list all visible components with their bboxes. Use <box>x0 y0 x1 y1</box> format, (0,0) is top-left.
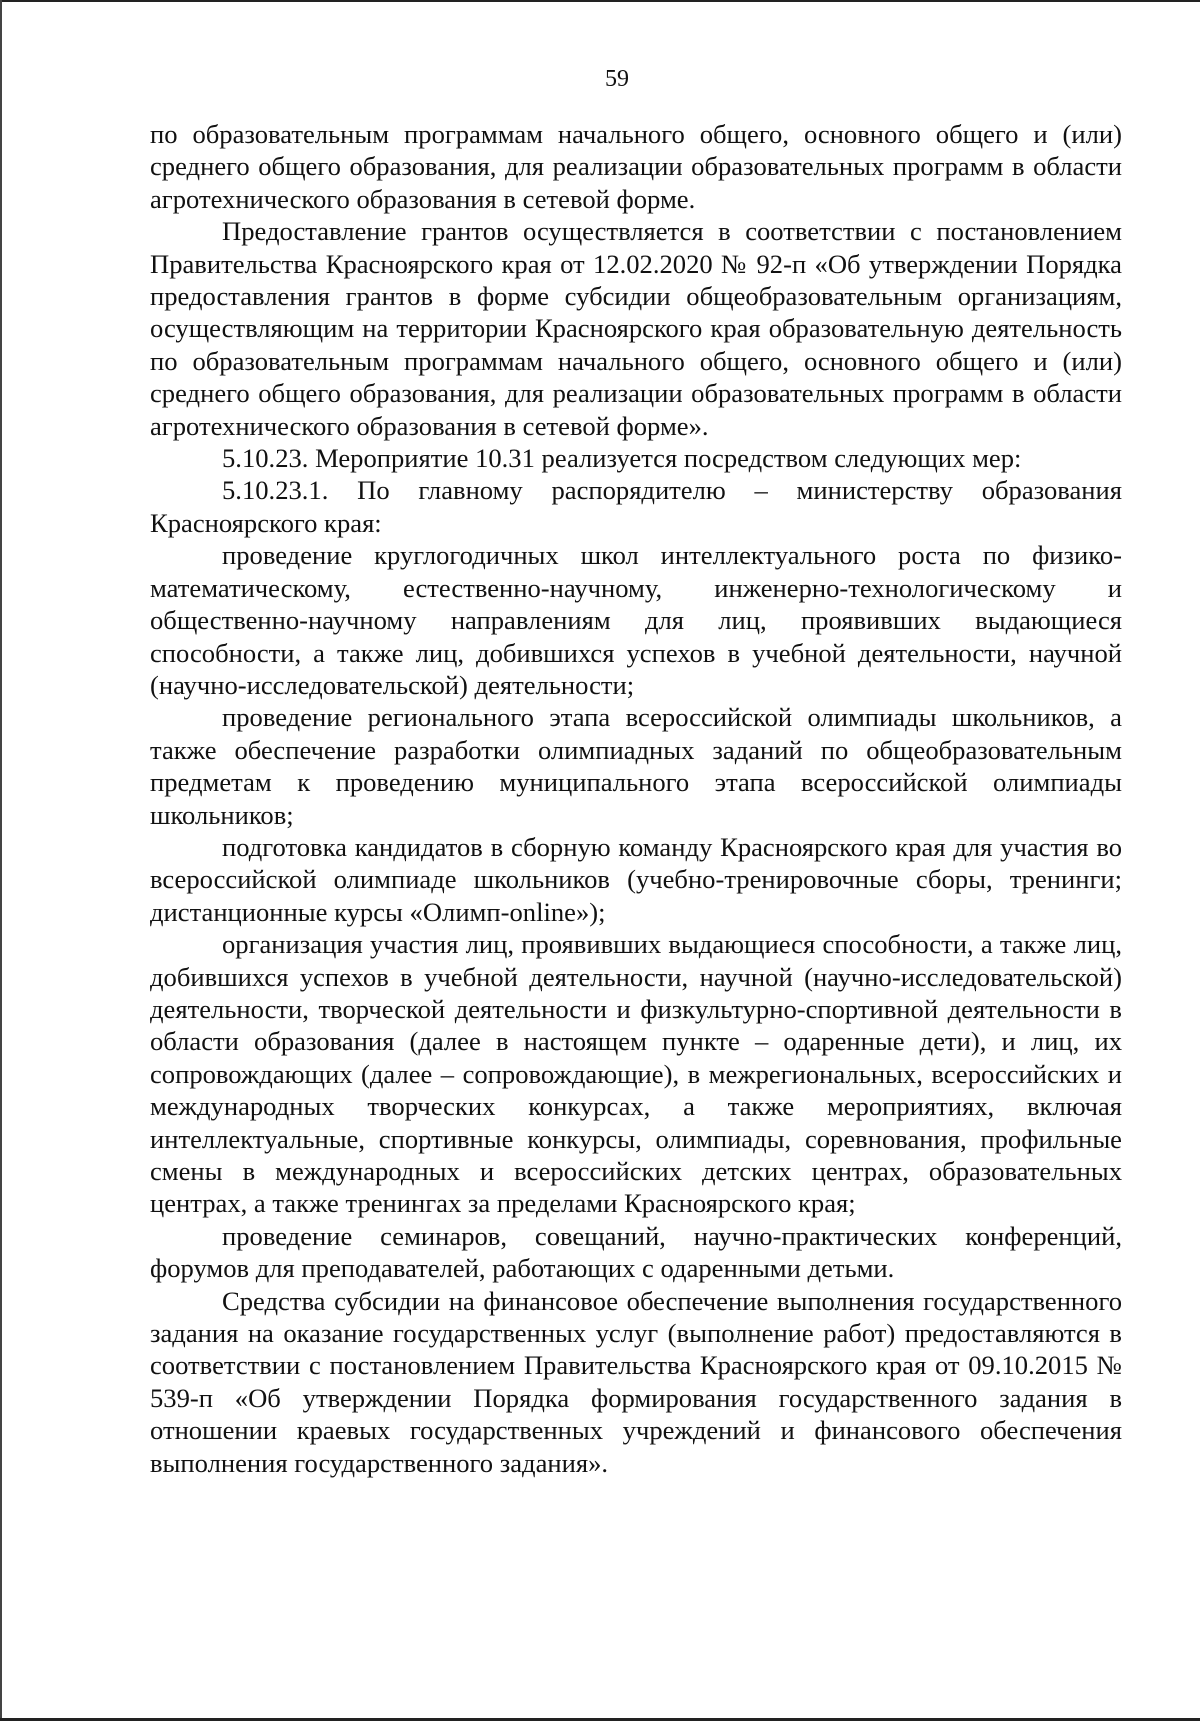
list-item-olympiad: проведение регионального этапа всероссийской олимпиады школьников, а также обеспечение разработки олимпиадных заданий по общеобразовательным предметам к проведению муниципального этапа всероссийской олимпиады школьников; <box>150 702 1122 830</box>
paragraph-measure-10-31: 5.10.23. Мероприятие 10.31 реализуется посредством следующих мер: <box>222 443 1022 474</box>
document-body <box>150 118 1122 1479</box>
paragraph-subsidy-funds: Средства субсидии на финансовое обеспечение выполнения государственного задания на оказание государственных услуг (выполнение работ) предоставляются в соответствии с постановлением Правительства Красноярского края от 09.10.2015 № 539-п «Об утверждении Порядка формирования государственного задания в отношении краевых государственных учреждений и финансового обеспечения выполнения государственного задания». <box>150 1285 1122 1478</box>
list-item-schools: проведение круглогодичных школ интеллектуального роста по физико-математическому, естественно-научному, инженерно-технологическому и общественно-научному направлениям для лиц, проявивших выдающиеся способности, а также лиц, добившихся успехов в учебной деятельности, научной (научно-исследовательской) деятельности; <box>150 540 1122 700</box>
page-number: 59 <box>605 66 629 92</box>
paragraph-grants: Предоставление грантов осуществляется в соответствии с постановлением Правительства Красноярского края от 12.02.2020 № 92-п «Об утверждении Порядка предоставления грантов в форме субсидии общеобразовательным организациям, осуществляющим на территории Красноярского края образовательную деятельность по образовательным программам начального общего, основного общего и (или) среднего общего образования, для реализации образовательных программ в области агротехнического образования в сетевой форме». <box>150 216 1122 441</box>
list-item-participation: организация участия лиц, проявивших выдающиеся способности, а также лиц, добившихся успехов в учебной деятельности, научной (научно-исследовательской) деятельности, творческой деятельности и физкультурно-спортивной деятельности в области образования (далее в настоящем пункте – одаренные дети), и лиц, их сопровождающих (далее – сопровождающие), в межрегиональных, всероссийских и международных творческих конкурсах, а также мероприятиях, включая интеллектуальные, спортивные конкурсы, олимпиады, соревнования, профильные смены в международных и всероссийских детских центрах, образовательных центрах, а также тренингах за пределами Красноярского края; <box>150 929 1122 1219</box>
scan-border-top <box>0 0 1200 2</box>
list-item-seminars: проведение семинаров, совещаний, научно-практических конференций, форумов для преподавателей, работающих с одаренными детьми. <box>150 1220 1122 1284</box>
paragraph-main-administrator: 5.10.23.1. По главному распорядителю – министерству образования Красноярского края: <box>150 475 1122 538</box>
scan-border-left <box>0 0 2 1721</box>
paragraph-continuation: по образовательным программам начального общего, основного общего и (или) среднего общего образования, для реализации образовательных программ в области агротехнического образования в сетевой форме. <box>150 119 1122 214</box>
list-item-candidates: подготовка кандидатов в сборную команду Красноярского края для участия во всероссийской олимпиаде школьников (учебно-тренировочные сборы, тренинги; дистанционные курсы «Олимп-online»); <box>150 831 1122 927</box>
